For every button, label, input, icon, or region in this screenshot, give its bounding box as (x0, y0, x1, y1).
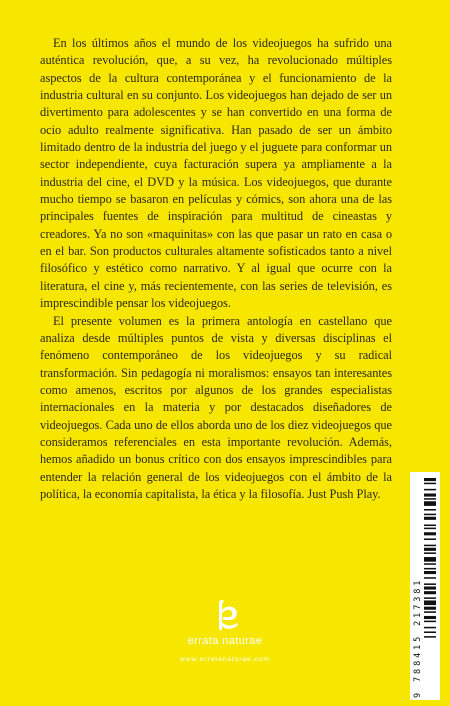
barcode-bar (424, 538, 436, 540)
barcode-bar (424, 548, 436, 551)
barcode-bar (424, 545, 436, 547)
barcode-bar (424, 557, 436, 562)
barcode-bar (424, 636, 436, 638)
barcode-bar (424, 517, 436, 520)
barcode-bar (424, 611, 436, 613)
barcode-bar (424, 621, 436, 623)
barcode-bar (424, 478, 436, 481)
synopsis-paragraph-2: El presente volumen es la primera antología en castellano que analiza desde múltiples puntos de vista y diversas disciplinas el fenómeno contemporáneo de los videojuegos y su radical transformación. Sin pedagogía ni moralismos: ensayos tan interesantes como amenos, escritos por algunos de los grandes especialistas internacionales en la materia y por destacados diseñadores de videojuegos. Cada uno de ellos aborda uno de los diez videojuegos que consideramos referenciales en esta importante revolución. Además, hemos añadido un bonus crítico con dos ensayos imprescindibles para entender la relación general de los videojuegos con el ámbito de la política, la economía capitalista, la ética y la filosofía. Just Push Play. (40, 313, 392, 501)
barcode-bar (424, 528, 436, 530)
synopsis-text (40, 35, 392, 503)
barcode-bar (424, 568, 436, 570)
barcode-bar (424, 577, 436, 579)
barcode-bar (424, 563, 436, 565)
barcode-bar (424, 532, 436, 535)
barcode-bar (424, 631, 436, 633)
barcode-bar (424, 489, 436, 491)
barcode-bar (424, 483, 436, 485)
barcode-bar (424, 571, 436, 574)
barcode-bar (424, 627, 436, 629)
publisher-url: www.erratanaturae.com (180, 656, 270, 663)
publisher-logo (0, 598, 450, 663)
barcode-bar (424, 509, 436, 511)
barcode-bar (424, 498, 436, 500)
barcode-bar (424, 607, 436, 610)
barcode-bar (424, 597, 436, 599)
publisher-name: errata naturae (187, 635, 263, 647)
synopsis-paragraph-1: En los últimos años el mundo de los videojuegos ha sufrido una auténtica revolución, que, a su vez, ha revolucionado múltiples aspectos de la cultura contemporánea y el funcionamiento de la industria cultural en su conjunto. Los videojuegos han dejado de ser un divertimento para adolescentes y se han convertido en una forma de ocio adulto realmente significativa. Han pasado de ser un ámbito limitado dentro de la industria del juego y el juguete para conformar un sector independiente, cuya facturación supera ya ampliamente a la industria del cine, el DVD y la música. Los videojuegos, que durante mucho tiempo se basaron en películas y cómics, son ahora una de las principales fuentes de inspiración para multitud de cineastas y creadores. Ya no son «maquinitas» con las que pasar un rato en casa o en el bar. Son productos culturales altamente sofisticados tanto a nivel filosófico y estético como narrativo. Y al igual que ocurre con la literatura, el cine y, más recientemente, con las series de televisión, es imprescindible pensar los videojuegos. (40, 36, 392, 311)
barcode-bar (424, 583, 436, 585)
barcode-bar (424, 616, 436, 619)
barcode-bar (424, 552, 436, 554)
barcode-bar (424, 494, 436, 497)
barcode-bar (424, 587, 436, 590)
errata-e-icon (210, 598, 240, 632)
barcode-bar (424, 514, 436, 516)
barcode-bar (424, 525, 436, 527)
barcode-bar (424, 600, 436, 605)
isbn-digits: 9 788415 217381 (413, 577, 423, 698)
isbn-barcode (410, 472, 440, 700)
barcode-bar (424, 501, 436, 506)
barcode-bar (424, 591, 436, 594)
